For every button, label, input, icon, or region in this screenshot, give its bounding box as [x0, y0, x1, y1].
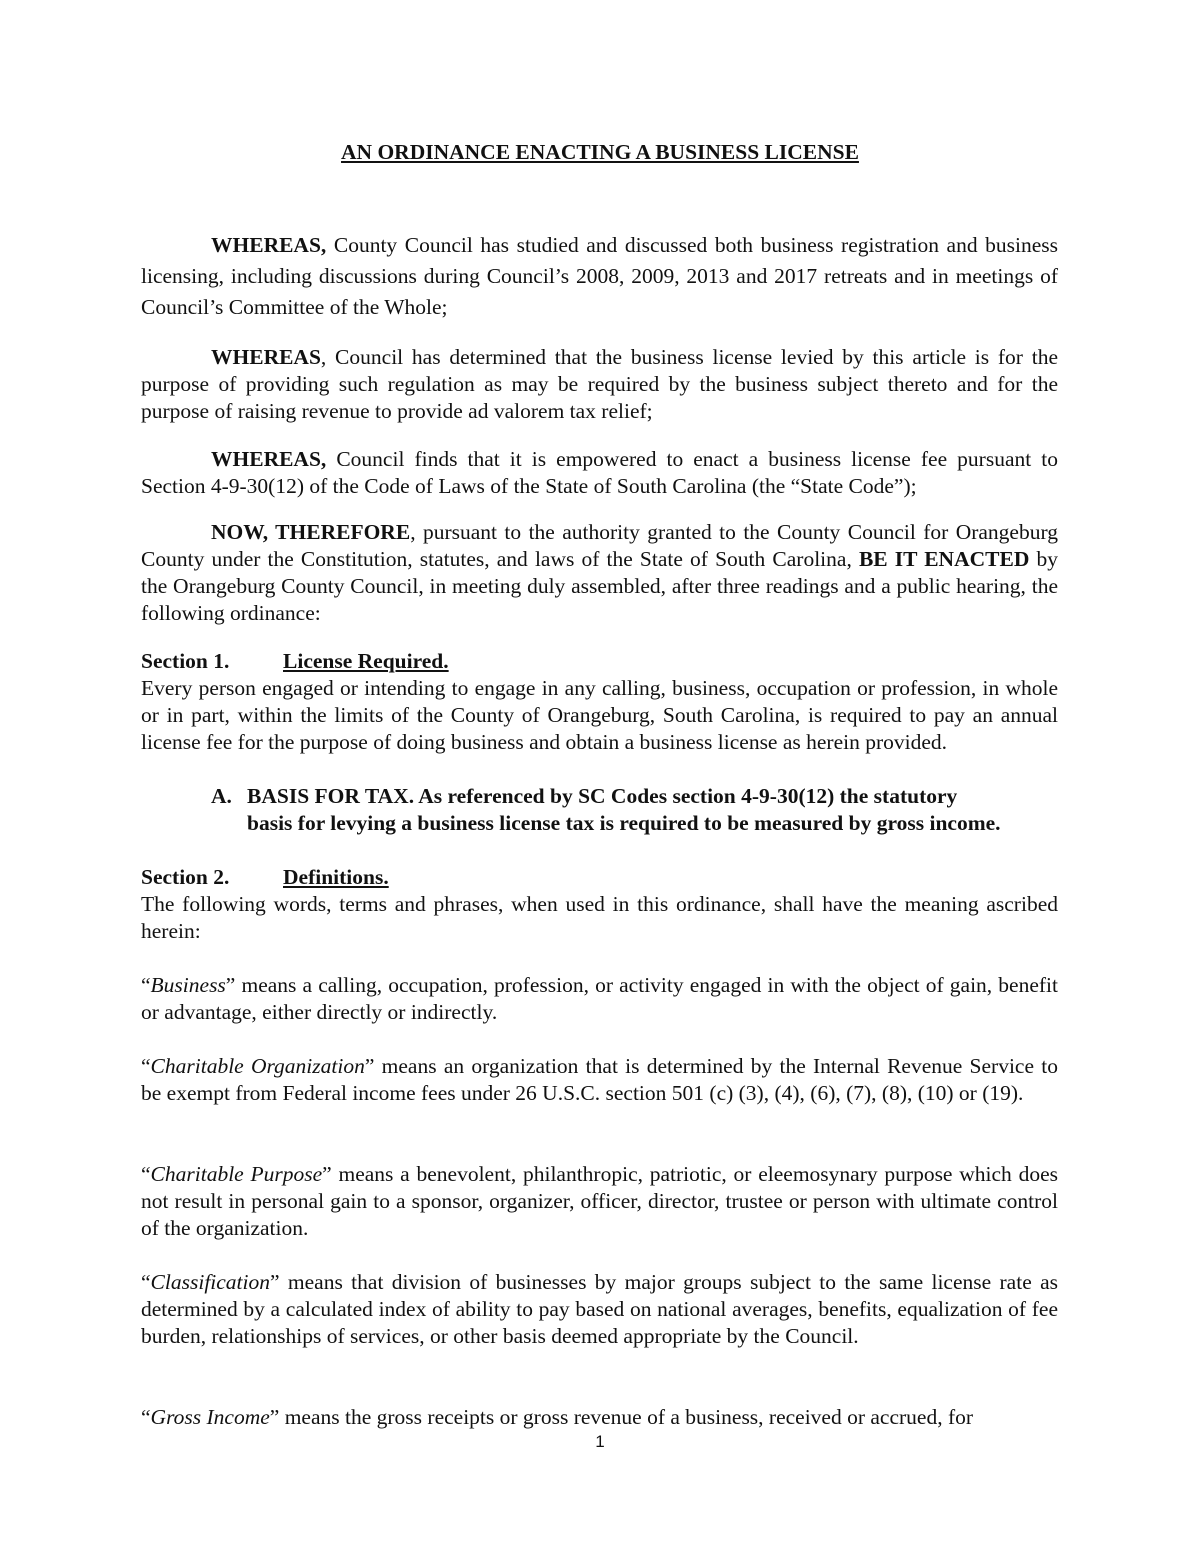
defined-term: Charitable Purpose	[150, 1162, 323, 1186]
defined-term: Business	[150, 973, 226, 997]
defined-term: Charitable Organization	[150, 1054, 365, 1078]
section-title: License Required.	[283, 649, 449, 673]
definition-text: ” means an organization that is determined by the Internal Revenue Service to be exempt from Federal income fees under 26 U.S.C. section 501 (c) (3), (4), (6), (7), (8), (10) or (19).	[141, 1054, 1058, 1105]
whereas-lead: WHEREAS,	[211, 233, 327, 257]
paragraph-text: Council finds that it is empowered to enact a business license fee pursuant to Section 4-9-30(12) of the Code of Laws of the State of South Carolina (the “State Code”);	[141, 447, 1058, 498]
page-number: 1	[595, 1432, 605, 1451]
paragraph-text: , Council has determined that the business license levied by this article is for the purpose of providing such regulation as may be required by the business subject thereto and for the purpose of raising revenue to provide ad valorem tax relief;	[141, 345, 1058, 423]
whereas-paragraph-3	[141, 446, 1058, 500]
definition-classification: “Classification” means that division of businesses by major groups subject to the same license rate as determined by a calculated index of ability to pay based on national averages, benefits, equalization of fee burden, relationships of services, or other basis deemed appropriate by the Council.	[141, 1270, 1058, 1348]
defined-term: Classification	[150, 1270, 271, 1294]
definition-text: ” means the gross receipts or gross revenue of a business, received or accrued, for	[269, 1405, 974, 1429]
list-label: A.	[211, 784, 232, 808]
paragraph-text: , pursuant to the authority granted to the County Council for Orangeburg County under the Constitution, statutes, and laws of the State of South Carolina,	[141, 520, 1059, 571]
section-2-body: The following words, terms and phrases, when used in this ordinance, shall have the meaning ascribed herein:	[141, 892, 1058, 943]
defined-term: Gross Income	[150, 1405, 270, 1429]
section-number: Section 1.	[141, 649, 230, 673]
whereas-paragraph-2	[141, 344, 1058, 425]
definition-charitable-organization: “Charitable Organization” means an organization that is determined by the Internal Revenue Service to be exempt from Federal income fees under 26 U.S.C. section 501 (c) (3), (4), (6), (7), (8), (10) or (19).	[141, 1054, 1058, 1105]
definition-text: ” means a benevolent, philanthropic, patriotic, or eleemosynary purpose which does not result in personal gain to a sponsor, organizer, officer, director, trustee or person with ultimate control of the organization.	[141, 1162, 1058, 1240]
definition-charitable-purpose: “Charitable Purpose” means a benevolent, philanthropic, patriotic, or eleemosynary purpose which does not result in personal gain to a sponsor, organizer, officer, director, trustee or person with ultimate control of the organization.	[141, 1162, 1058, 1240]
definition-text: ” means a calling, occupation, profession, or activity engaged in with the object of gain, benefit or advantage, either directly or indirectly.	[141, 973, 1058, 1024]
definition-business: “Business” means a calling, occupation, profession, or activity engaged in with the object of gain, benefit or advantage, either directly or indirectly.	[141, 973, 1058, 1024]
whereas-paragraph-1	[141, 230, 1058, 323]
definition-gross-income: “Gross Income” means the gross receipts or gross revenue of a business, received or accrued, for	[141, 1405, 974, 1429]
be-it-enacted: BE IT ENACTED	[858, 547, 1030, 571]
now-therefore-paragraph	[141, 519, 1058, 627]
paragraph-text: County Council has studied and discussed both business registration and business licensing, including discussions during Council’s 2008, 2009, 2013 and 2017 retreats and in meetings of Council’s Committee of the Whole;	[141, 233, 1058, 319]
page-title: AN ORDINANCE ENACTING A BUSINESS LICENSE	[341, 140, 859, 164]
paragraph-text: by the Orangeburg County Council, in meeting duly assembled, after three readings and a public hearing, the following ordinance:	[141, 547, 1058, 625]
section-1-body: Every person engaged or intending to engage in any calling, business, occupation or profession, in whole or in part, within the limits of the County of Orangeburg, South Carolina, is required to pay an annual license fee for the purpose of doing business and obtain a business license as herein provided.	[141, 676, 1058, 754]
definition-text: ” means that division of businesses by major groups subject to the same license rate as determined by a calculated index of ability to pay based on national averages, benefits, equalization of fee burden, relationships of services, or other basis deemed appropriate by the Council.	[141, 1270, 1058, 1348]
now-therefore-lead: NOW, THEREFORE	[211, 520, 411, 544]
whereas-lead: WHEREAS,	[211, 447, 327, 471]
list-line: BASIS FOR TAX. As referenced by SC Codes section 4-9-30(12) the statutory	[247, 784, 958, 808]
section-1-heading	[141, 648, 1058, 675]
whereas-lead: WHEREAS	[211, 345, 321, 369]
section-title: Definitions.	[283, 865, 389, 889]
list-line: basis for levying a business license tax is required to be measured by gross income.	[247, 811, 1001, 835]
section-2-heading	[141, 864, 1058, 891]
section-number: Section 2.	[141, 865, 230, 889]
section-1-item-a	[211, 783, 1058, 837]
